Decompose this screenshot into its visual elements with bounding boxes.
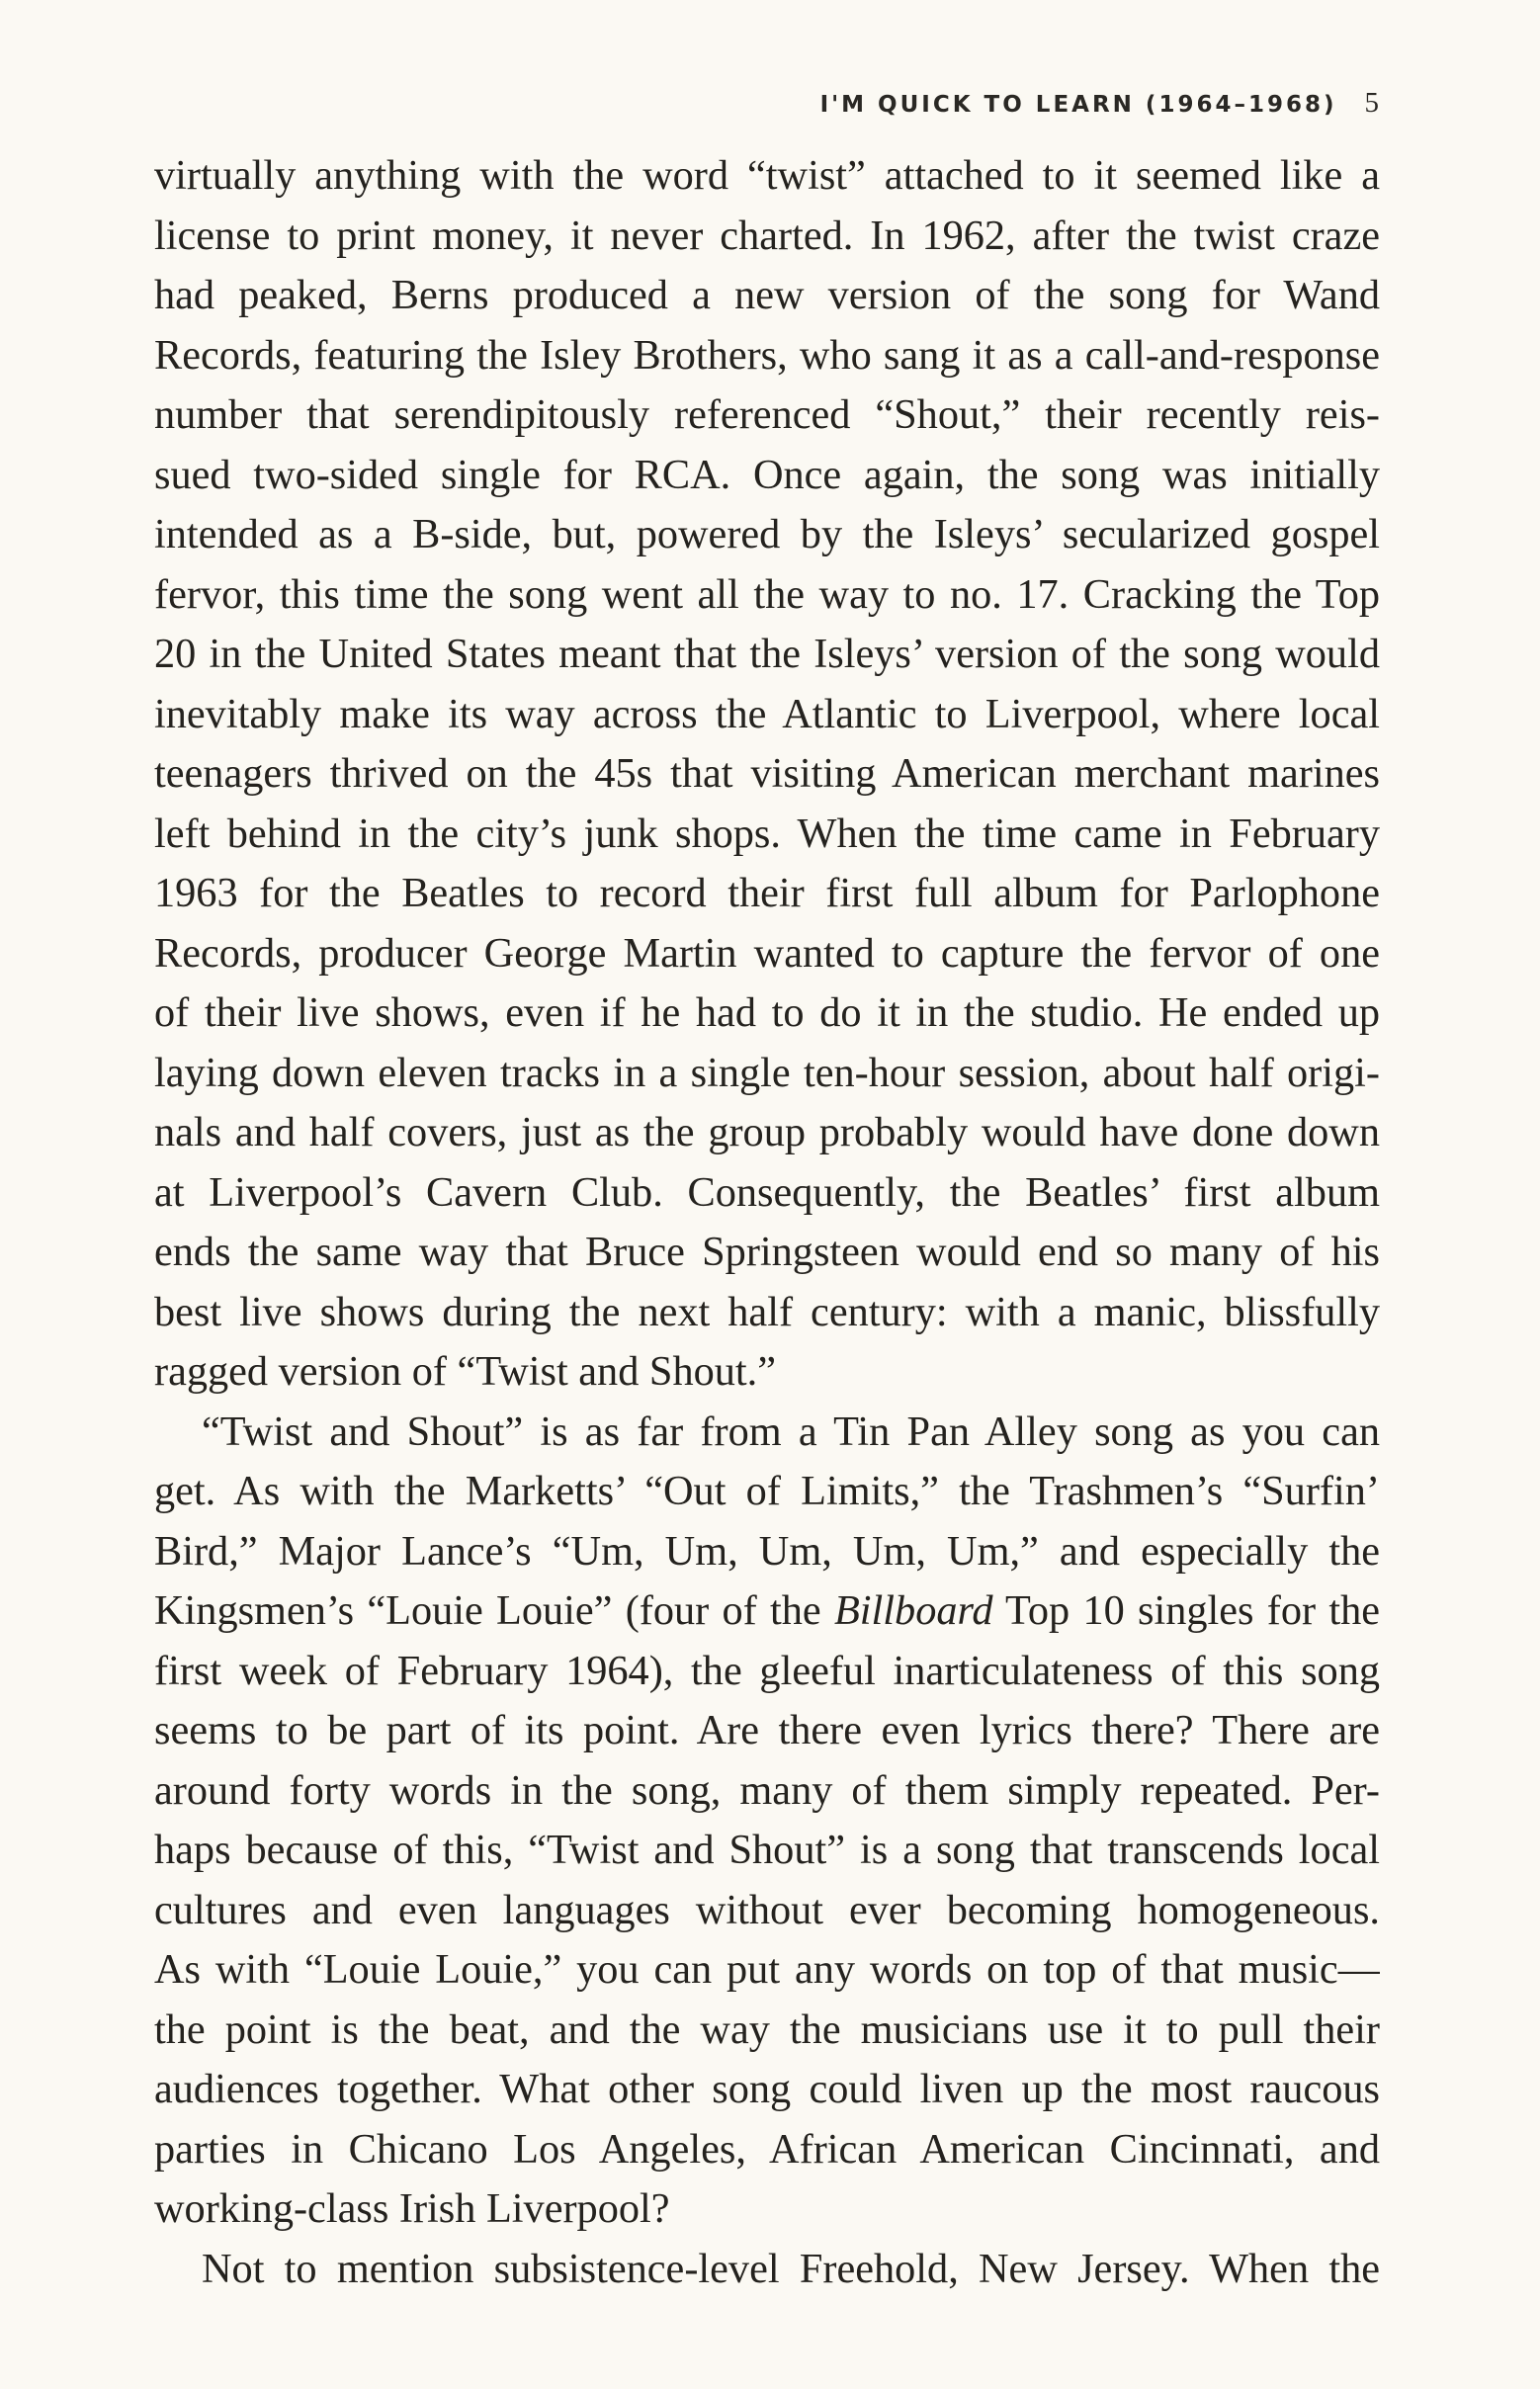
text-line-with-italic bbox=[154, 1581, 1380, 1642]
text-fragment: Top 10 singles for the bbox=[992, 1587, 1380, 1634]
text-line: had peaked, Berns produced a new version of the song for Wand bbox=[154, 272, 1380, 318]
text-line: nals and half covers, just as the group probably would have done down bbox=[154, 1109, 1380, 1155]
text-line: first week of February 1964), the gleeful inarticulateness of this song bbox=[154, 1647, 1380, 1694]
text-line: inevitably make its way across the Atlantic to Liverpool, where local bbox=[154, 690, 1380, 737]
text-line: seems to be part of its point. Are there even lyrics there? There are bbox=[154, 1707, 1380, 1753]
text-line: audiences together. What other song could liven up the most raucous bbox=[154, 2066, 1380, 2112]
text-line: around forty words in the song, many of them simply repeated. Per- bbox=[154, 1766, 1380, 1814]
paragraph-1 bbox=[154, 146, 1380, 1403]
text-line: parties in Chicano Los Angeles, African American Cincinnati, and bbox=[154, 2125, 1380, 2173]
text-line: cultures and even languages without ever becoming homogeneous. bbox=[154, 1886, 1380, 1933]
text-line: left behind in the city’s junk shops. When the time came in February bbox=[154, 810, 1380, 857]
text-line: teenagers thrived on the 45s that visiting American merchant marines bbox=[154, 750, 1380, 797]
chapter-title: I'M QUICK TO LEARN (1964–1968) bbox=[819, 92, 1337, 118]
text-line: ragged version of “Twist and Shout.” bbox=[154, 1348, 777, 1395]
text-line: at Liverpool’s Cavern Club. Consequently, the Beatles’ first album bbox=[154, 1168, 1380, 1216]
text-line: virtually anything with the word “twist” attached to it seemed like a bbox=[154, 152, 1380, 199]
publication-title: Billboard bbox=[833, 1587, 993, 1634]
paragraph-2 bbox=[154, 1403, 1380, 2240]
text-line: sued two-sided single for RCA. Once again, the song was initially bbox=[154, 451, 1380, 498]
text-line: working-class Irish Liverpool? bbox=[154, 2185, 670, 2232]
text-line: of their live shows, even if he had to do it in the studio. He ended up bbox=[154, 989, 1380, 1036]
text-line: the point is the beat, and the way the musicians use it to pull their bbox=[154, 2005, 1380, 2053]
text-line: best live shows during the next half century: with a manic, blissfully bbox=[154, 1288, 1380, 1335]
text-fragment: Kingsmen’s “Louie Louie” (four of the bbox=[154, 1587, 834, 1634]
running-head bbox=[158, 87, 1379, 127]
text-line: intended as a B-side, but, powered by the Isleys’ secularized gospel bbox=[154, 511, 1380, 557]
text-line: Records, producer George Martin wanted to capture the fervor of one bbox=[154, 929, 1380, 977]
paragraph-3 bbox=[154, 2240, 1380, 2300]
text-line: license to print money, it never charted. In 1962, after the twist craze bbox=[154, 212, 1380, 259]
text-line: haps because of this, “Twist and Shout” is a song that transcends local bbox=[154, 1827, 1380, 1873]
text-line: ends the same way that Bruce Springsteen would end so many of his bbox=[154, 1229, 1380, 1275]
text-line: As with “Louie Louie,” you can put any words on top of that music— bbox=[154, 1946, 1380, 1993]
text-line: 20 in the United States meant that the Isleys’ version of the song would bbox=[154, 631, 1380, 677]
text-line: 1963 for the Beatles to record their first full album for Parlophone bbox=[154, 870, 1380, 916]
text-line: get. As with the Marketts’ “Out of Limits,” the Trashmen’s “Surfin’ bbox=[154, 1468, 1380, 1514]
text-line: Bird,” Major Lance’s “Um, Um, Um, Um, Um,” and especially the bbox=[154, 1527, 1380, 1575]
page-number: 5 bbox=[1364, 87, 1379, 119]
body-text bbox=[154, 146, 1380, 2321]
text-line: fervor, this time the song went all the way to no. 17. Cracking the Top bbox=[154, 570, 1380, 618]
text-line: number that serendipitously referenced “Shout,” their recently reis- bbox=[154, 391, 1380, 438]
text-line: “Twist and Shout” is as far from a Tin Pan Alley song as you can bbox=[202, 1408, 1380, 1455]
text-line: Not to mention subsistence-level Freehold, New Jersey. When the bbox=[202, 2245, 1380, 2292]
text-line: Records, featuring the Isley Brothers, who sang it as a call-and-response bbox=[154, 331, 1380, 379]
text-line: laying down eleven tracks in a single ten-hour session, about half origi- bbox=[154, 1049, 1380, 1096]
